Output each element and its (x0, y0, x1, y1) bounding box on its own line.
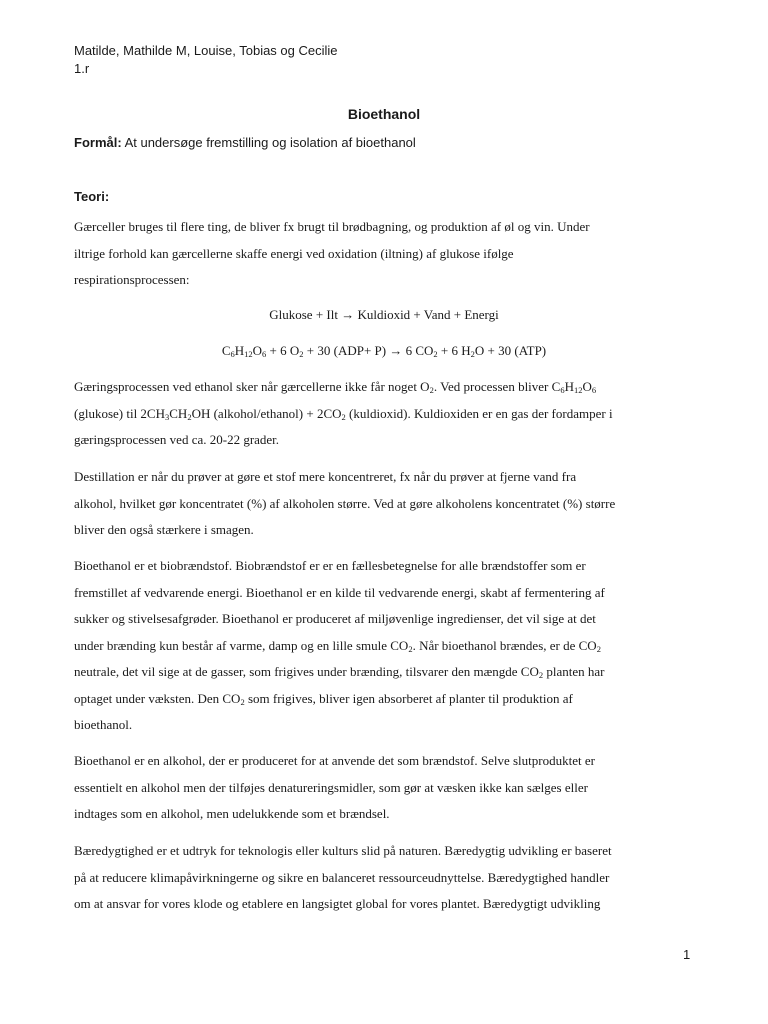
eq-text: O + 30 (ATP) (474, 343, 547, 358)
paragraph-line: alkohol, hvilket gør koncentratet (%) af alkoholen større. Ved at gøre alkoholens koncentratet (%) større (74, 495, 616, 511)
paragraph-line: bliver den også stærkere i smagen. (74, 522, 254, 537)
subscript: 2 (187, 411, 192, 422)
subscript: 3 (165, 411, 170, 422)
text-run: . Ved processen bliver C (433, 379, 561, 394)
paragraph-5 (74, 748, 694, 828)
purpose-line (74, 135, 416, 150)
class-line: 1.r (74, 61, 90, 76)
eq-sub: 2 (299, 349, 304, 359)
text-run: Gæringsprocessen ved ethanol sker når gærcellerne ikke får noget O (74, 379, 430, 394)
equation-words: Glukose + Ilt → Kuldioxid + Vand + Energi (269, 307, 499, 322)
subscript: 2 (408, 643, 413, 654)
text-run: H (564, 379, 574, 394)
eq-sub: 6 (230, 349, 235, 359)
paragraph-line: Gærceller bruges til flere ting, de bliver fx brugt til brødbagning, og produktion af øl og vin. Under (74, 219, 590, 234)
text-run: (kuldioxid). Kuldioxiden er en gas der fordamper i (345, 405, 613, 421)
paragraph-line: Bæredygtighed er et udtryk for teknologis eller kulturs slid på naturen. Bæredygtig udvikling er baseret (74, 843, 612, 858)
paragraph-line: fremstillet af vedvarende energi. Bioethanol er en kilde til vedvarende energi, skabt af fermentering af (74, 584, 605, 600)
eq-text: C (221, 343, 231, 358)
text-run: neutrale, det vil sige at de gasser, som frigives under brænding, tilsvarer den mængde CO (74, 664, 539, 679)
subscript: 6 (591, 385, 597, 395)
paragraph-line: Bioethanol er et biobrændstof. Biobrændstof er er en fællesbetegnelse for alle brændstoffer som er (74, 558, 586, 573)
text-run: O (582, 379, 592, 394)
paragraph-line: respirationsprocessen: (74, 272, 190, 287)
subscript: 2 (240, 696, 245, 707)
paragraph-line: Bioethanol er en alkohol, der er produceret for at anvende det som brændstof. Selve slutproduktet er (74, 753, 595, 768)
subscript: 2 (596, 643, 601, 654)
text-run: . Når bioethanol brændes, er de CO (412, 637, 597, 653)
text-run: planten har (543, 664, 605, 679)
header (74, 42, 338, 78)
paragraph-1 (74, 214, 694, 294)
eq-sub: 2 (470, 349, 475, 359)
paragraph-line: om at ansvar for vores klode og etablere en langsigtet global for vores plantet. Bæredygtigt udvikling (74, 896, 601, 911)
paragraph-6 (74, 838, 694, 918)
eq-sub: 2 (433, 349, 438, 359)
paragraph-line: indtages som en alkohol, men udelukkende som et brændsel. (74, 806, 390, 821)
paragraph-line: gæringsprocessen ved ca. 20-22 grader. (74, 432, 280, 447)
text-run: CH (169, 405, 188, 421)
paragraph-4 (74, 553, 694, 739)
text-run: optaget under væksten. Den CO (74, 690, 241, 706)
eq-sub: 12 (244, 349, 253, 359)
theory-heading: Teori: (74, 189, 110, 204)
purpose-label: Formål: (74, 135, 122, 150)
paragraph-line (74, 659, 694, 686)
paragraph-line: iltrige forhold kan gærcellerne skaffe energi ved oxidation (iltning) af glukose ifølge (74, 245, 514, 261)
subscript: 2 (538, 670, 544, 680)
eq-text: + 6 O (266, 343, 300, 358)
paragraph-line (74, 686, 694, 713)
paragraph-line: sukker og stivelsesafgrøder. Bioethanol er produceret af miljøvenlige ingredienser, det vil sige at det (74, 611, 596, 626)
eq-text: H (234, 343, 245, 358)
paragraph-line: essentielt en alkohol men der tilføjes denatureringsmidler, som gør at væsken ikke kan sælges eller (74, 779, 588, 795)
paragraph-3 (74, 464, 694, 544)
subscript: 12 (573, 385, 583, 395)
paragraph-line: Destillation er når du prøver at gøre et stof mere koncentreret, fx når du prøver at fjerne vand fra (74, 469, 577, 484)
paragraph-line (74, 401, 694, 428)
paragraph-line: bioethanol. (74, 717, 133, 732)
text-run: OH (alkohol/ethanol) + 2CO (191, 405, 342, 421)
subscript: 2 (429, 385, 434, 395)
authors-line: Matilde, Mathilde M, Louise, Tobias og Cecilie (74, 43, 338, 58)
purpose-text: At undersøge fremstilling og isolation af bioethanol (121, 135, 416, 150)
paragraph-line: på at reducere klimapåvirkningerne og sikre en balanceret ressourceudnyttelse. Bæredygtighed handler (74, 869, 610, 885)
paragraph-2 (74, 374, 694, 454)
paragraph-line (74, 633, 694, 660)
eq-text: O (252, 343, 263, 358)
text-run: som frigives, bliver igen absorberet af planter til produktion af (244, 690, 573, 706)
eq-sub: 6 (262, 349, 267, 359)
paragraph-line (74, 374, 694, 401)
page-number: 1 (683, 947, 691, 962)
equation-formula (0, 343, 768, 359)
text-run: (glukose) til 2CH (74, 405, 165, 421)
document-title: Bioethanol (347, 106, 421, 122)
eq-text: + 6 H (437, 343, 471, 358)
eq-text: + 30 (ADP+ P) → 6 CO (303, 343, 434, 358)
subscript: 2 (341, 411, 346, 422)
text-run: under brænding kun består af varme, damp og en lille smule CO (74, 637, 409, 653)
subscript: 6 (560, 385, 565, 395)
